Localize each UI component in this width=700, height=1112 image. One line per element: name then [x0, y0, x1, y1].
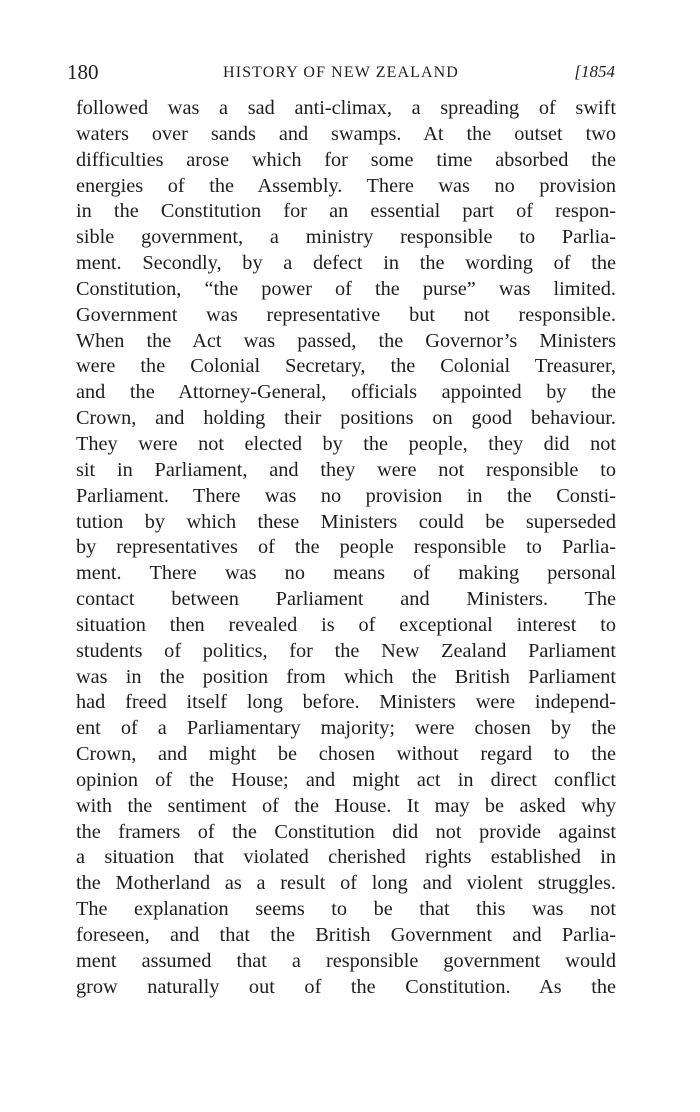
text-line: ent of a Parliamentary majority; were chosen by the [76, 717, 616, 740]
text-line: in the Constitution for an essential part of respon- [76, 200, 616, 223]
text-line: Crown, and holding their positions on good behaviour. [76, 407, 616, 430]
text-line: waters over sands and swamps. At the outset two [76, 122, 616, 145]
text-line: ment. Secondly, by a defect in the wording of the [76, 252, 616, 275]
text-line: and the Attorney-General, officials appointed by the [76, 381, 616, 404]
text-line: opinion of the House; and might act in direct conflict [76, 768, 616, 791]
text-line: was in the position from which the British Parliament [76, 665, 616, 688]
text-line: by representatives of the people responsible to Parlia- [76, 536, 616, 559]
text-line: sible government, a ministry responsible to Parlia- [76, 226, 616, 249]
text-line: When the Act was passed, the Governor’s Ministers [76, 329, 616, 352]
text-line: with the sentiment of the House. It may be asked why [76, 794, 616, 817]
text-line: the Motherland as a result of long and violent struggles. [76, 872, 616, 895]
text-line: Parliament. There was no provision in the Consti- [76, 484, 616, 507]
text-line: They were not elected by the people, they did not [76, 432, 616, 455]
text-line: the framers of the Constitution did not provide against [76, 820, 616, 843]
page-number: 180 [67, 60, 99, 84]
text-line: a situation that violated cherished rights established in [76, 846, 616, 869]
text-line: contact between Parliament and Ministers. The [76, 588, 616, 611]
text-line: Constitution, “the power of the purse” was limited. [76, 277, 616, 300]
text-line: tution by which these Ministers could be superseded [76, 510, 616, 533]
running-title: HISTORY OF NEW ZEALAND [223, 64, 459, 81]
text-line: Government was representative but not responsible. [76, 303, 616, 326]
text-line: The explanation seems to be that this was not [76, 898, 616, 921]
text-line: sit in Parliament, and they were not responsible to [76, 458, 616, 481]
text-line: grow naturally out of the Constitution. As the [76, 975, 616, 998]
body-text [76, 96, 616, 1001]
text-line: Crown, and might be chosen without regard to the [76, 743, 616, 766]
text-line: situation then revealed is of exceptional interest to [76, 613, 616, 636]
text-line: students of politics, for the New Zealand Parliament [76, 639, 616, 662]
text-line: were the Colonial Secretary, the Colonial Treasurer, [76, 355, 616, 378]
text-line: ment assumed that a responsible government would [76, 949, 616, 972]
text-line: energies of the Assembly. There was no provision [76, 174, 616, 197]
text-line: difficulties arose which for some time absorbed the [76, 148, 616, 171]
text-line: had freed itself long before. Ministers were independ- [76, 691, 616, 714]
text-line: ment. There was no means of making personal [76, 562, 616, 585]
year-marker: [1854 [574, 62, 615, 81]
text-line: foreseen, and that the British Government and Parlia- [76, 924, 616, 946]
text-line: followed was a sad anti-climax, a spreading of swift [76, 97, 616, 119]
running-head [67, 57, 615, 87]
